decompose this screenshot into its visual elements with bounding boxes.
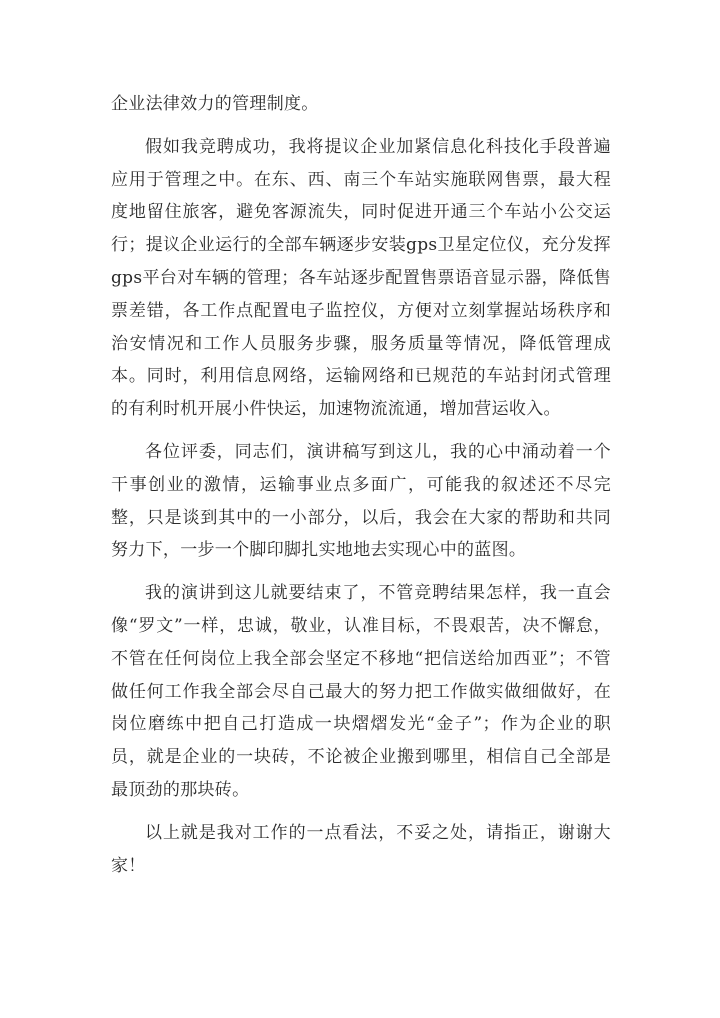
paragraph-address-judges: 各位评委，同志们，演讲稿写到这儿，我的心中涌动着一个干事创业的激情，运输事业点多面广，可能我的叙述还不尽完整，只是谈到其中的一小部分，以后，我会在大家的帮助和共同努力下，一步一个脚印脚扎实地地去实现心中的蓝图。 xyxy=(111,441,611,561)
paragraph-proposal: 假如我竞聘成功，我将提议企业加紧信息化科技化手段普遍应用于管理之中。在东、西、南三个车站实施联网售票，最大程度地留住旅客，避免客源流失，同时促进开通三个车站小公交运行；提议企业运行的全部车辆逐步安装gps卫星定位仪，充分发挥gps平台对车辆的管理；各车站逐步配置售票语音显示器，降低售票差错，各工作点配置电子监控仪，方便对立刻掌握站场秩序和治安情况和工作人员服务步骤，服务质量等情况，降低管理成本。同时，利用信息网络，运输网络和已规范的车站封闭式管理的有利时机开展小件快运，加速物流流通，增加营运收入。 xyxy=(111,136,611,420)
paragraph-closing: 以上就是我对工作的一点看法，不妥之处，请指正，谢谢大家！ xyxy=(111,822,611,876)
paragraph-continuation: 企业法律效力的管理制度。 xyxy=(111,94,319,114)
paragraph-commitment: 我的演讲到这儿就要结束了，不管竞聘结果怎样，我一直会像“罗文”一样，忠诚，敬业，认准目标，不畏艰苦，决不懈怠，不管在任何岗位上我全部会坚定不移地“把信送给加西亚”；不管做任何工作我全部会尽自己最大的努力把工作做实做细做好，在岗位磨练中把自己打造成一块熠熠发光“金子”；作为企业的职员，就是企业的一块砖，不论被企业搬到哪里，相信自己全部是最顶劲的那块砖。 xyxy=(111,583,611,800)
document-body xyxy=(111,88,611,892)
